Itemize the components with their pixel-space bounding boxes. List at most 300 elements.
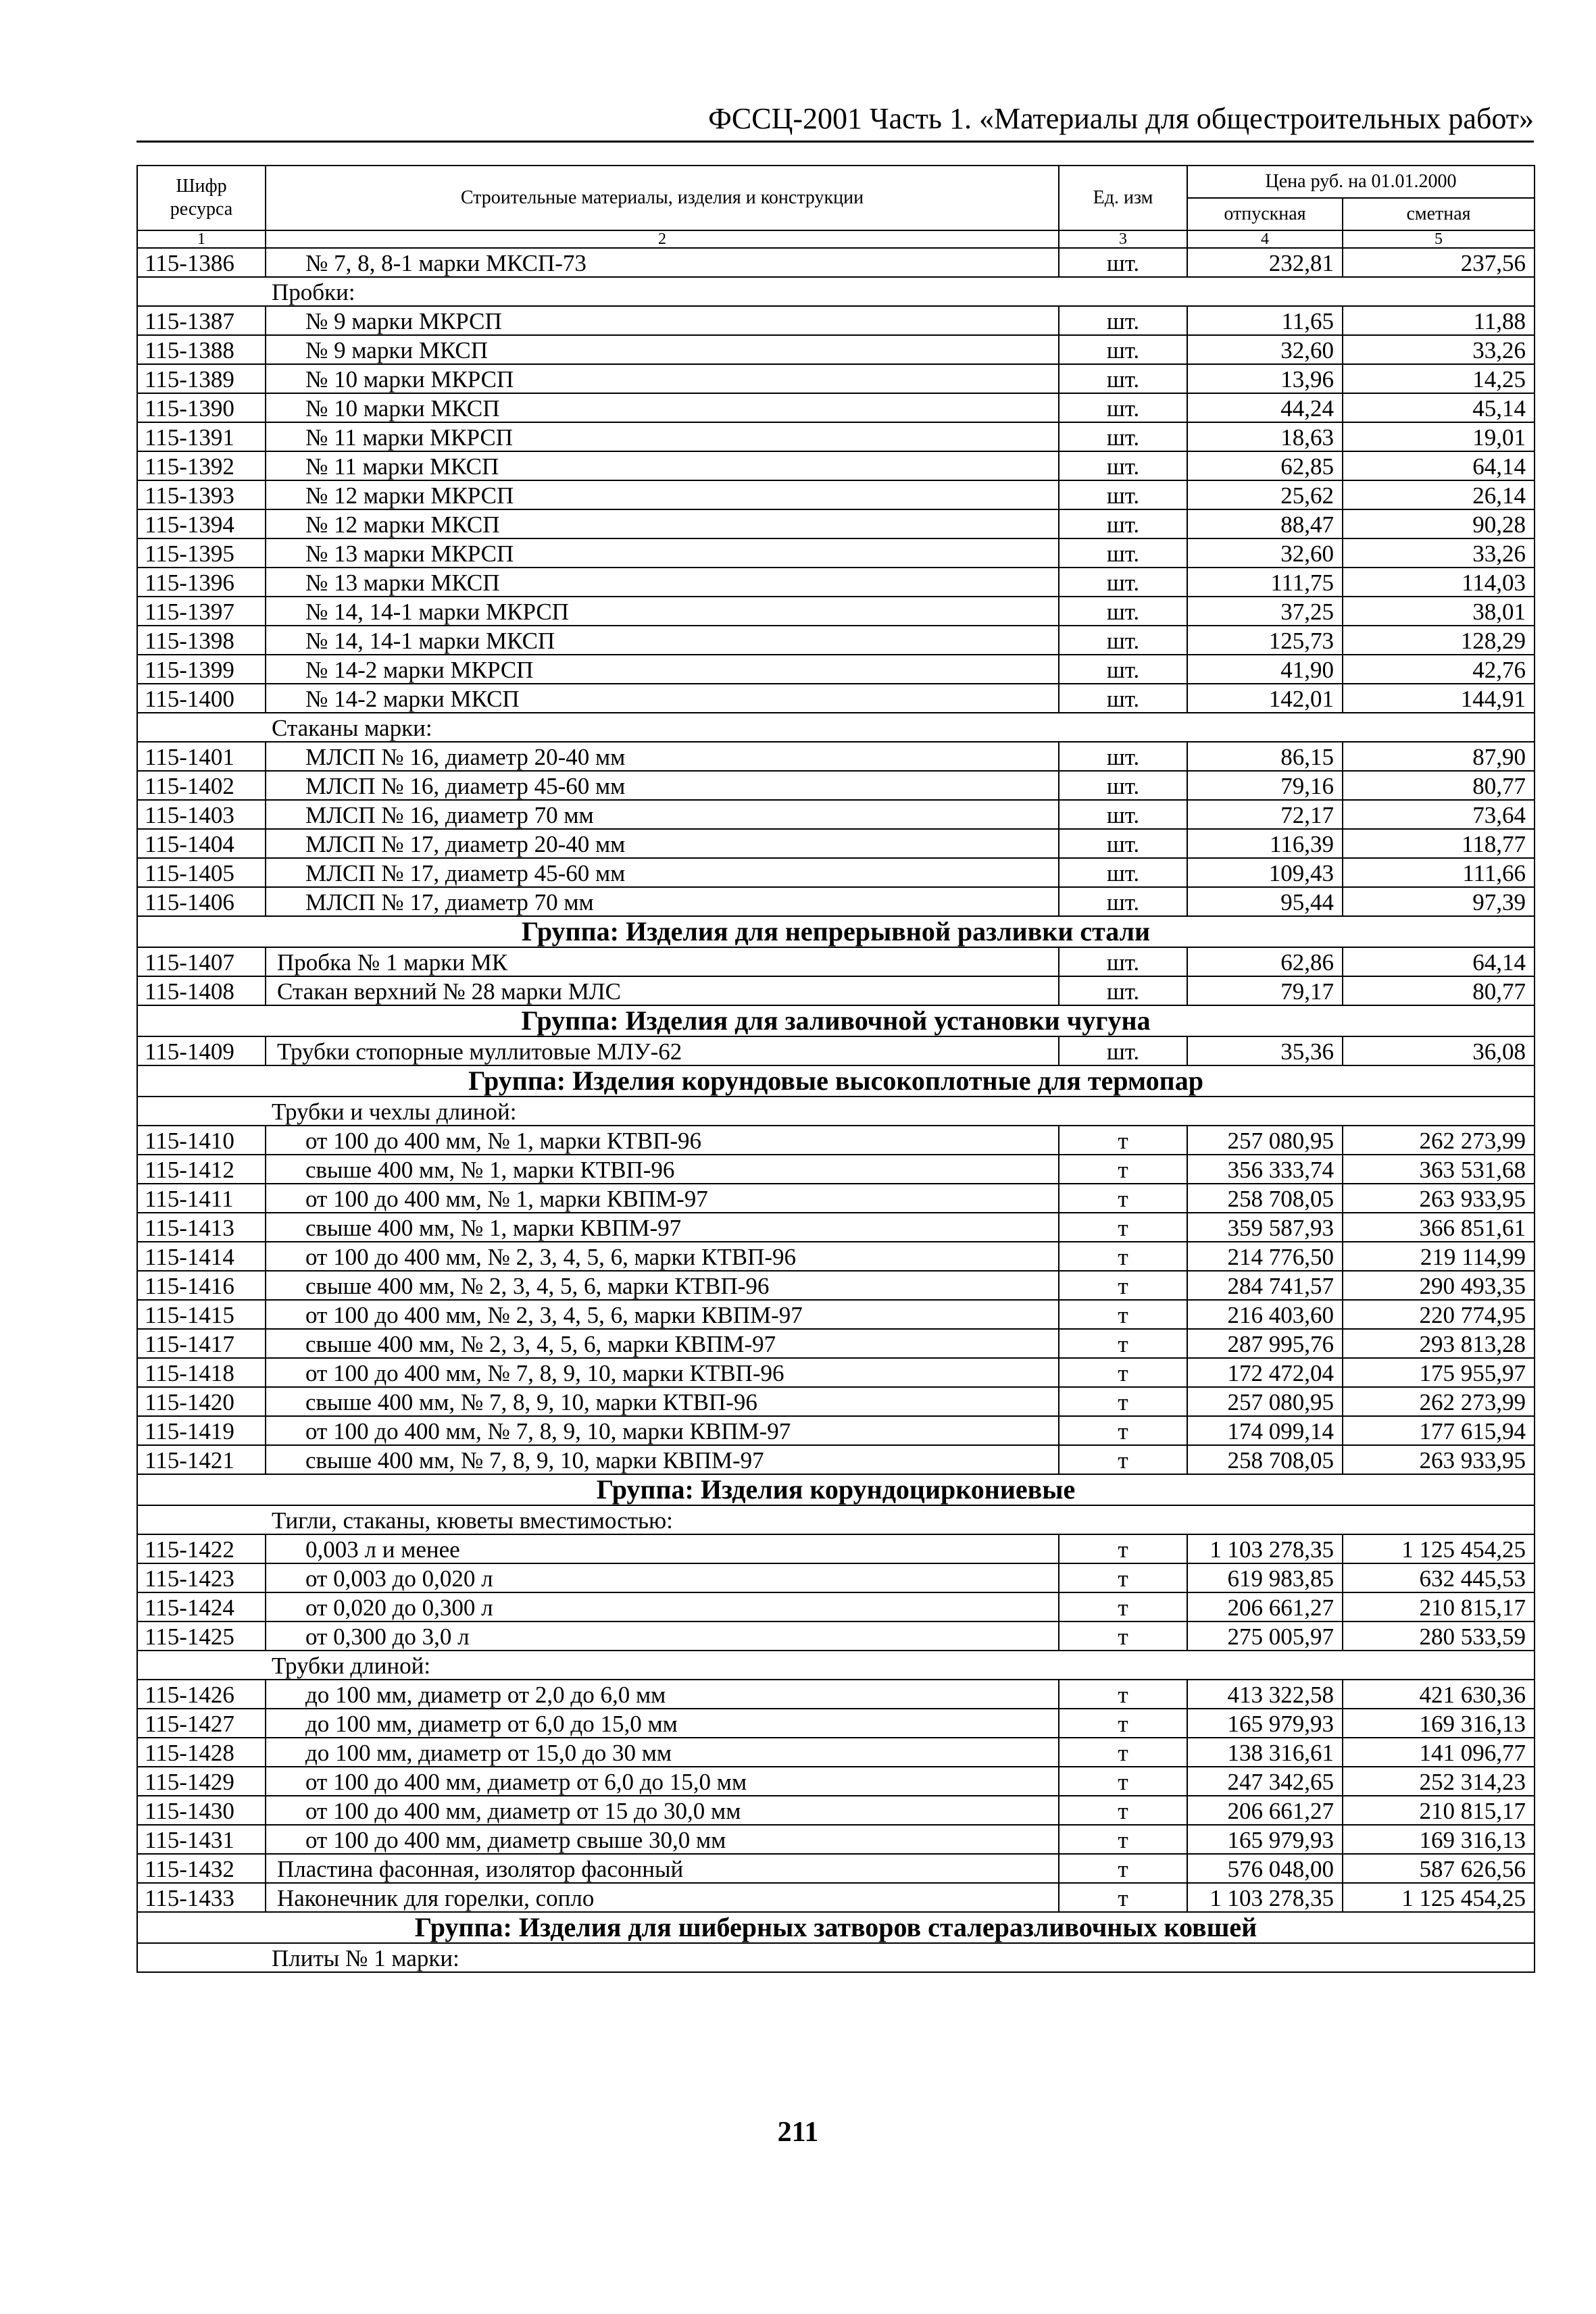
resource-code: 115-1407 [137,947,266,976]
material-name: № 14, 14-1 марки МКРСП [266,597,1059,626]
material-name: № 11 марки МКСП [266,451,1059,480]
unit-cell: т [1059,1796,1187,1825]
unit-cell: шт. [1059,364,1187,393]
estimate-price: 90,28 [1343,509,1535,538]
resource-code: 115-1425 [137,1621,266,1651]
material-name: № 14-2 марки МКСП [266,684,1059,713]
estimate-price: 97,39 [1343,887,1535,916]
wholesale-price: 258 708,05 [1187,1184,1343,1213]
wholesale-price: 206 661,27 [1187,1592,1343,1621]
estimate-price: 363 531,68 [1343,1155,1535,1184]
table-row [137,480,1535,509]
table-row [137,1883,1535,1912]
resource-code: 115-1386 [137,248,266,277]
estimate-price: 175 955,97 [1343,1358,1535,1387]
table-row [137,1680,1535,1709]
wholesale-price: 18,63 [1187,422,1343,451]
wholesale-price: 35,36 [1187,1036,1343,1065]
wholesale-price: 165 979,93 [1187,1825,1343,1854]
col-header-estimate: сметная [1343,198,1535,230]
wholesale-price: 1 103 278,35 [1187,1534,1343,1563]
estimate-price: 632 445,53 [1343,1563,1535,1592]
estimate-price: 11,88 [1343,306,1535,335]
estimate-price: 210 815,17 [1343,1796,1535,1825]
resource-code: 115-1429 [137,1767,266,1796]
section-label: Трубки и чехлы длиной: [137,1097,1535,1126]
wholesale-price: 86,15 [1187,742,1343,771]
section-label: Пробки: [137,277,1535,306]
material-name: от 0,003 до 0,020 л [266,1563,1059,1592]
table-row [137,1358,1535,1387]
unit-cell: шт. [1059,422,1187,451]
resource-code: 115-1418 [137,1358,266,1387]
price-table [136,165,1535,1973]
wholesale-price: 11,65 [1187,306,1343,335]
resource-code: 115-1428 [137,1738,266,1767]
section-row [137,1505,1535,1534]
col-header-name: Строительные материалы, изделия и конструкции [266,166,1059,230]
table-row [137,858,1535,887]
unit-cell: шт. [1059,626,1187,655]
table-row [137,248,1535,277]
resource-code: 115-1408 [137,976,266,1005]
material-name: № 13 марки МКРСП [266,538,1059,568]
material-name: Пробка № 1 марки МК [266,947,1059,976]
unit-cell: шт. [1059,742,1187,771]
material-name: Пластина фасонная, изолятор фасонный [266,1854,1059,1883]
resource-code: 115-1395 [137,538,266,568]
table-row [137,422,1535,451]
wholesale-price: 62,85 [1187,451,1343,480]
unit-cell: т [1059,1242,1187,1271]
material-name: от 100 до 400 мм, диаметр от 15 до 30,0 мм [266,1796,1059,1825]
table-row [137,1854,1535,1883]
section-label: Тигли, стаканы, кюветы вместимостью: [137,1505,1535,1534]
material-name: № 14, 14-1 марки МКСП [266,626,1059,655]
table-row [137,393,1535,422]
material-name: от 100 до 400 мм, диаметр от 6,0 до 15,0 мм [266,1767,1059,1796]
unit-cell: шт. [1059,597,1187,626]
material-name: № 12 марки МКСП [266,509,1059,538]
estimate-price: 219 114,99 [1343,1242,1535,1271]
unit-cell: шт. [1059,771,1187,800]
table-row [137,1271,1535,1300]
col-number: 3 [1059,230,1187,248]
page-header-title: ФССЦ-2001 Часть 1. «Материалы для общестроительных работ» [708,102,1534,135]
material-name: МЛСП № 16, диаметр 20-40 мм [266,742,1059,771]
table-row [137,1126,1535,1155]
material-name: № 9 марки МКСП [266,335,1059,364]
unit-cell: т [1059,1883,1187,1912]
wholesale-price: 172 472,04 [1187,1358,1343,1387]
resource-code: 115-1419 [137,1416,266,1445]
material-name: № 14-2 марки МКРСП [266,655,1059,684]
resource-code: 115-1414 [137,1242,266,1271]
estimate-price: 177 615,94 [1343,1416,1535,1445]
unit-cell: шт. [1059,887,1187,916]
estimate-price: 33,26 [1343,335,1535,364]
estimate-price: 36,08 [1343,1036,1535,1065]
estimate-price: 64,14 [1343,451,1535,480]
section-row [137,1943,1535,1972]
unit-cell: т [1059,1680,1187,1709]
group-title: Группа: Изделия корундовые высокоплотные для термопар [137,1065,1535,1097]
material-name: МЛСП № 17, диаметр 20-40 мм [266,829,1059,858]
unit-cell: т [1059,1445,1187,1474]
unit-cell: шт. [1059,568,1187,597]
resource-code: 115-1410 [137,1126,266,1155]
resource-code: 115-1401 [137,742,266,771]
wholesale-price: 214 776,50 [1187,1242,1343,1271]
estimate-price: 1 125 454,25 [1343,1534,1535,1563]
table-body [137,248,1535,1972]
wholesale-price: 165 979,93 [1187,1709,1343,1738]
unit-cell: шт. [1059,829,1187,858]
estimate-price: 280 533,59 [1343,1621,1535,1651]
wholesale-price: 576 048,00 [1187,1854,1343,1883]
resource-code: 115-1404 [137,829,266,858]
wholesale-price: 37,25 [1187,597,1343,626]
table-row [137,1300,1535,1329]
resource-code: 115-1394 [137,509,266,538]
material-name: Стакан верхний № 28 марки МЛС [266,976,1059,1005]
unit-cell: шт. [1059,684,1187,713]
unit-cell: шт. [1059,480,1187,509]
table-row [137,1155,1535,1184]
resource-code: 115-1423 [137,1563,266,1592]
table-row [137,1329,1535,1358]
unit-cell: шт. [1059,393,1187,422]
resource-code: 115-1411 [137,1184,266,1213]
table-row [137,887,1535,916]
section-row [137,1097,1535,1126]
group-header-row [137,916,1535,947]
material-name: от 0,300 до 3,0 л [266,1621,1059,1651]
table-row [137,800,1535,829]
unit-cell: т [1059,1854,1187,1883]
unit-cell: т [1059,1155,1187,1184]
material-name: 0,003 л и менее [266,1534,1059,1563]
resource-code: 115-1399 [137,655,266,684]
unit-cell: т [1059,1416,1187,1445]
material-name: свыше 400 мм, № 1, марки КВПМ-97 [266,1213,1059,1242]
wholesale-price: 413 322,58 [1187,1680,1343,1709]
material-name: № 10 марки МКСП [266,393,1059,422]
table-row [137,1534,1535,1563]
material-name: от 100 до 400 мм, № 1, марки КТВП-96 [266,1126,1059,1155]
estimate-price: 1 125 454,25 [1343,1883,1535,1912]
col-header-unit: Ед. изм [1059,166,1187,230]
section-row [137,713,1535,742]
section-label: Трубки длиной: [137,1651,1535,1680]
estimate-price: 262 273,99 [1343,1126,1535,1155]
table-row [137,1184,1535,1213]
wholesale-price: 44,24 [1187,393,1343,422]
table-row [137,364,1535,393]
table-row [137,1796,1535,1825]
page-number: 211 [777,2117,819,2148]
resource-code: 115-1403 [137,800,266,829]
table-row [137,1036,1535,1065]
unit-cell: т [1059,1534,1187,1563]
material-name: до 100 мм, диаметр от 2,0 до 6,0 мм [266,1680,1059,1709]
wholesale-price: 41,90 [1187,655,1343,684]
table-row [137,684,1535,713]
material-name: от 100 до 400 мм, № 2, 3, 4, 5, 6, марки КВПМ-97 [266,1300,1059,1329]
wholesale-price: 232,81 [1187,248,1343,277]
estimate-price: 366 851,61 [1343,1213,1535,1242]
table-row [137,306,1535,335]
material-name: от 100 до 400 мм, № 1, марки КВПМ-97 [266,1184,1059,1213]
table-row [137,509,1535,538]
wholesale-price: 79,17 [1187,976,1343,1005]
estimate-price: 33,26 [1343,538,1535,568]
unit-cell: шт. [1059,306,1187,335]
estimate-price: 263 933,95 [1343,1445,1535,1474]
unit-cell: шт. [1059,655,1187,684]
section-label: Стаканы марки: [137,713,1535,742]
wholesale-price: 257 080,95 [1187,1126,1343,1155]
material-name: до 100 мм, диаметр от 6,0 до 15,0 мм [266,1709,1059,1738]
estimate-price: 114,03 [1343,568,1535,597]
resource-code: 115-1397 [137,597,266,626]
unit-cell: т [1059,1592,1187,1621]
material-name: до 100 мм, диаметр от 15,0 до 30 мм [266,1738,1059,1767]
group-title: Группа: Изделия корундоциркониевые [137,1474,1535,1505]
material-name: от 100 до 400 мм, № 7, 8, 9, 10, марки КТВП-96 [266,1358,1059,1387]
material-name: МЛСП № 17, диаметр 70 мм [266,887,1059,916]
estimate-price: 14,25 [1343,364,1535,393]
resource-code: 115-1398 [137,626,266,655]
header-rule [136,141,1534,143]
table-row [137,1563,1535,1592]
material-name: свыше 400 мм, № 7, 8, 9, 10, марки КТВП-96 [266,1387,1059,1416]
unit-cell: т [1059,1126,1187,1155]
estimate-price: 220 774,95 [1343,1300,1535,1329]
material-name: № 9 марки МКРСП [266,306,1059,335]
resource-code: 115-1416 [137,1271,266,1300]
material-name: свыше 400 мм, № 1, марки КТВП-96 [266,1155,1059,1184]
table-row [137,947,1535,976]
material-name: № 12 марки МКРСП [266,480,1059,509]
col-number: 5 [1343,230,1535,248]
wholesale-price: 88,47 [1187,509,1343,538]
wholesale-price: 13,96 [1187,364,1343,393]
wholesale-price: 247 342,65 [1187,1767,1343,1796]
resource-code: 115-1392 [137,451,266,480]
estimate-price: 87,90 [1343,742,1535,771]
resource-code: 115-1431 [137,1825,266,1854]
col-number: 1 [137,230,266,248]
group-title: Группа: Изделия для заливочной установки чугуна [137,1005,1535,1036]
material-name: МЛСП № 17, диаметр 45-60 мм [266,858,1059,887]
material-name: от 100 до 400 мм, № 7, 8, 9, 10, марки КВПМ-97 [266,1416,1059,1445]
unit-cell: шт. [1059,976,1187,1005]
unit-cell: т [1059,1213,1187,1242]
material-name: № 11 марки МКРСП [266,422,1059,451]
table-row [137,538,1535,568]
estimate-price: 128,29 [1343,626,1535,655]
resource-code: 115-1430 [137,1796,266,1825]
wholesale-price: 111,75 [1187,568,1343,597]
unit-cell: т [1059,1767,1187,1796]
material-name: № 7, 8, 8-1 марки МКСП-73 [266,248,1059,277]
estimate-price: 42,76 [1343,655,1535,684]
unit-cell: т [1059,1825,1187,1854]
estimate-price: 210 815,17 [1343,1592,1535,1621]
wholesale-price: 72,17 [1187,800,1343,829]
table-row [137,976,1535,1005]
resource-code: 115-1413 [137,1213,266,1242]
wholesale-price: 1 103 278,35 [1187,1883,1343,1912]
wholesale-price: 258 708,05 [1187,1445,1343,1474]
table-row [137,1242,1535,1271]
group-header-row [137,1005,1535,1036]
estimate-price: 45,14 [1343,393,1535,422]
estimate-price: 169 316,13 [1343,1709,1535,1738]
table-row [137,655,1535,684]
resource-code: 115-1412 [137,1155,266,1184]
wholesale-price: 619 983,85 [1187,1563,1343,1592]
wholesale-price: 32,60 [1187,335,1343,364]
table-row [137,335,1535,364]
estimate-price: 80,77 [1343,976,1535,1005]
unit-cell: шт. [1059,509,1187,538]
material-name: Трубки стопорные муллитовые МЛУ-62 [266,1036,1059,1065]
wholesale-price: 125,73 [1187,626,1343,655]
estimate-price: 587 626,56 [1343,1854,1535,1883]
estimate-price: 237,56 [1343,248,1535,277]
table-row [137,1592,1535,1621]
estimate-price: 421 630,36 [1343,1680,1535,1709]
unit-cell: шт. [1059,335,1187,364]
unit-cell: шт. [1059,1036,1187,1065]
resource-code: 115-1387 [137,306,266,335]
estimate-price: 141 096,77 [1343,1738,1535,1767]
resource-code: 115-1433 [137,1883,266,1912]
resource-code: 115-1393 [137,480,266,509]
section-row [137,277,1535,306]
estimate-price: 169 316,13 [1343,1825,1535,1854]
resource-code: 115-1400 [137,684,266,713]
wholesale-price: 95,44 [1187,887,1343,916]
resource-code: 115-1409 [137,1036,266,1065]
wholesale-price: 142,01 [1187,684,1343,713]
unit-cell: т [1059,1329,1187,1358]
estimate-price: 144,91 [1343,684,1535,713]
material-name: МЛСП № 16, диаметр 45-60 мм [266,771,1059,800]
table-row [137,451,1535,480]
unit-cell: т [1059,1184,1187,1213]
resource-code: 115-1427 [137,1709,266,1738]
material-name: свыше 400 мм, № 7, 8, 9, 10, марки КВПМ-97 [266,1445,1059,1474]
resource-code: 115-1396 [137,568,266,597]
section-row [137,1651,1535,1680]
material-name: № 10 марки МКРСП [266,364,1059,393]
wholesale-price: 25,62 [1187,480,1343,509]
table-row [137,742,1535,771]
wholesale-price: 138 316,61 [1187,1738,1343,1767]
estimate-price: 80,77 [1343,771,1535,800]
estimate-price: 293 813,28 [1343,1329,1535,1358]
wholesale-price: 359 587,93 [1187,1213,1343,1242]
estimate-price: 290 493,35 [1343,1271,1535,1300]
resource-code: 115-1422 [137,1534,266,1563]
group-title: Группа: Изделия для непрерывной разливки стали [137,916,1535,947]
unit-cell: шт. [1059,947,1187,976]
unit-cell: шт. [1059,858,1187,887]
table-row [137,626,1535,655]
material-name: МЛСП № 16, диаметр 70 мм [266,800,1059,829]
resource-code: 115-1391 [137,422,266,451]
table-row [137,1445,1535,1474]
unit-cell: т [1059,1300,1187,1329]
material-name: от 100 до 400 мм, диаметр свыше 30,0 мм [266,1825,1059,1854]
unit-cell: т [1059,1387,1187,1416]
table-row [137,1621,1535,1651]
unit-cell: шт. [1059,538,1187,568]
col-header-wholesale: отпускная [1187,198,1343,230]
estimate-price: 73,64 [1343,800,1535,829]
material-name: от 0,020 до 0,300 л [266,1592,1059,1621]
table-row [137,1738,1535,1767]
group-header-row [137,1912,1535,1943]
estimate-price: 263 933,95 [1343,1184,1535,1213]
col-number: 2 [266,230,1059,248]
unit-cell: шт. [1059,451,1187,480]
wholesale-price: 116,39 [1187,829,1343,858]
col-header-code: Шифр ресурса [137,166,266,230]
resource-code: 115-1389 [137,364,266,393]
estimate-price: 19,01 [1343,422,1535,451]
resource-code: 115-1405 [137,858,266,887]
material-name: свыше 400 мм, № 2, 3, 4, 5, 6, марки КТВП-96 [266,1271,1059,1300]
estimate-price: 252 314,23 [1343,1767,1535,1796]
wholesale-price: 62,86 [1187,947,1343,976]
group-header-row [137,1474,1535,1505]
unit-cell: т [1059,1738,1187,1767]
wholesale-price: 356 333,74 [1187,1155,1343,1184]
wholesale-price: 79,16 [1187,771,1343,800]
section-label: Плиты № 1 марки: [137,1943,1535,1972]
wholesale-price: 287 995,76 [1187,1329,1343,1358]
resource-code: 115-1424 [137,1592,266,1621]
unit-cell: шт. [1059,248,1187,277]
resource-code: 115-1390 [137,393,266,422]
estimate-price: 38,01 [1343,597,1535,626]
resource-code: 115-1388 [137,335,266,364]
unit-cell: шт. [1059,800,1187,829]
estimate-price: 64,14 [1343,947,1535,976]
resource-code: 115-1402 [137,771,266,800]
table-row [137,597,1535,626]
resource-code: 115-1420 [137,1387,266,1416]
table-row [137,568,1535,597]
wholesale-price: 257 080,95 [1187,1387,1343,1416]
table-row [137,1767,1535,1796]
wholesale-price: 284 741,57 [1187,1271,1343,1300]
wholesale-price: 216 403,60 [1187,1300,1343,1329]
estimate-price: 118,77 [1343,829,1535,858]
group-title: Группа: Изделия для шиберных затворов сталеразливочных ковшей [137,1912,1535,1943]
table-row [137,1709,1535,1738]
resource-code: 115-1406 [137,887,266,916]
estimate-price: 262 273,99 [1343,1387,1535,1416]
estimate-price: 111,66 [1343,858,1535,887]
table-row [137,1825,1535,1854]
resource-code: 115-1432 [137,1854,266,1883]
table-row [137,771,1535,800]
